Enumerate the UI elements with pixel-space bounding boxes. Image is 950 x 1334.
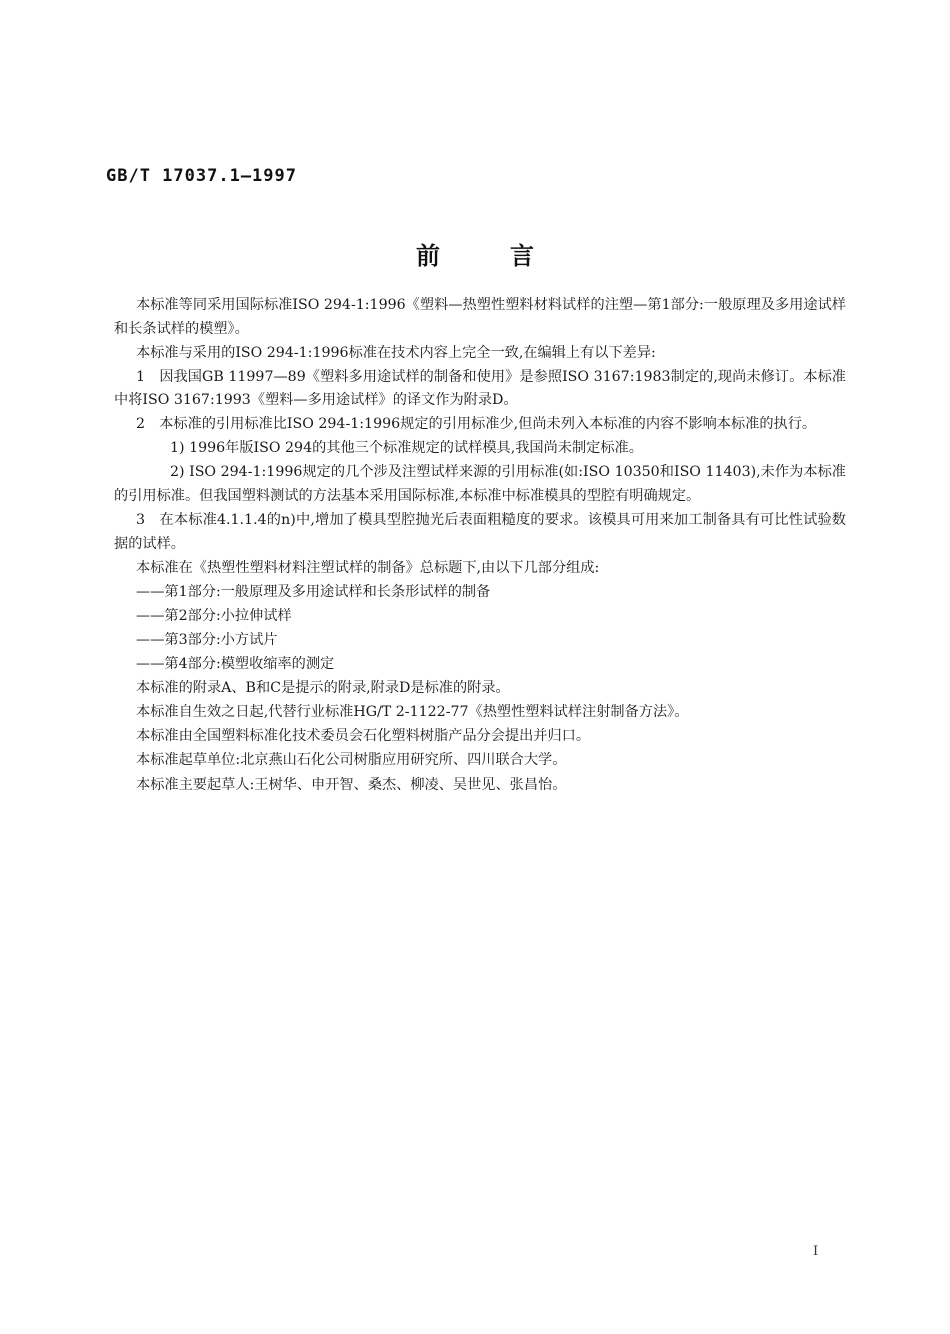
paragraph: 本标准自生效之日起,代替行业标准HG/T 2-1122-77《热塑性塑料试样注射制备方法》。 <box>136 704 689 721</box>
preface-body <box>114 294 846 798</box>
paragraph: 本标准由全国塑料标准化技术委员会石化塑料树脂产品分会提出并归口。 <box>136 728 591 745</box>
list-item: ——第1部分:一般原理及多用途试样和长条形试样的制备 <box>136 583 491 600</box>
paragraph: 2) ISO 294-1:1996规定的几个涉及注塑试样来源的引用标准(如:ISO 10350和ISO 11403),未作为本标准的引用标准。但我国塑料测试的方法基本采用国际标准,本标准中标准模具的型腔有明确规定。 <box>114 464 846 504</box>
standard-code: GB/T 17037.1—1997 <box>106 166 297 186</box>
paragraph: 2 本标准的引用标准比ISO 294-1:1996规定的引用标准少,但尚未列入本标准的内容不影响本标准的执行。 <box>136 416 817 433</box>
paragraph: 1 因我国GB 11997—89《塑料多用途试样的制备和使用》是参照ISO 3167:1983制定的,现尚未修订。本标准中将ISO 3167:1993《塑料—多用途试样》的译文作为附录D。 <box>114 368 846 409</box>
paragraph: 本标准等同采用国际标准ISO 294-1:1996《塑料—热塑性塑料材料试样的注塑—第1部分:一般原理及多用途试样和长条试样的模塑》。 <box>114 297 846 337</box>
paragraph: 本标准起草单位:北京燕山石化公司树脂应用研究所、四川联合大学。 <box>136 752 567 769</box>
list-item: ——第4部分:模塑收缩率的测定 <box>136 656 335 673</box>
page-number: I <box>813 1244 819 1259</box>
paragraph: 3 在本标准4.1.1.4的n)中,增加了模具型腔抛光后表面粗糙度的要求。该模具可用来加工制备具有可比性试验数据的试样。 <box>114 512 846 552</box>
paragraph: 本标准在《热塑性塑料材料注塑试样的制备》总标题下,由以下几部分组成: <box>136 559 600 576</box>
list-item: ——第3部分:小方试片 <box>136 631 278 648</box>
paragraph: 本标准的附录A、B和C是提示的附录,附录D是标准的附录。 <box>136 680 510 697</box>
paragraph: 本标准与采用的ISO 294-1:1996标准在技术内容上完全一致,在编辑上有以下差异: <box>136 344 656 361</box>
page-title: 前言 <box>416 242 604 270</box>
paragraph: 1) 1996年版ISO 294的其他三个标准规定的试样模具,我国尚未制定标准。 <box>170 440 643 457</box>
paragraph: 本标准主要起草人:王树华、申开智、桑杰、柳凌、吴世见、张昌怡。 <box>136 776 567 793</box>
list-item: ——第2部分:小拉伸试样 <box>136 607 292 624</box>
